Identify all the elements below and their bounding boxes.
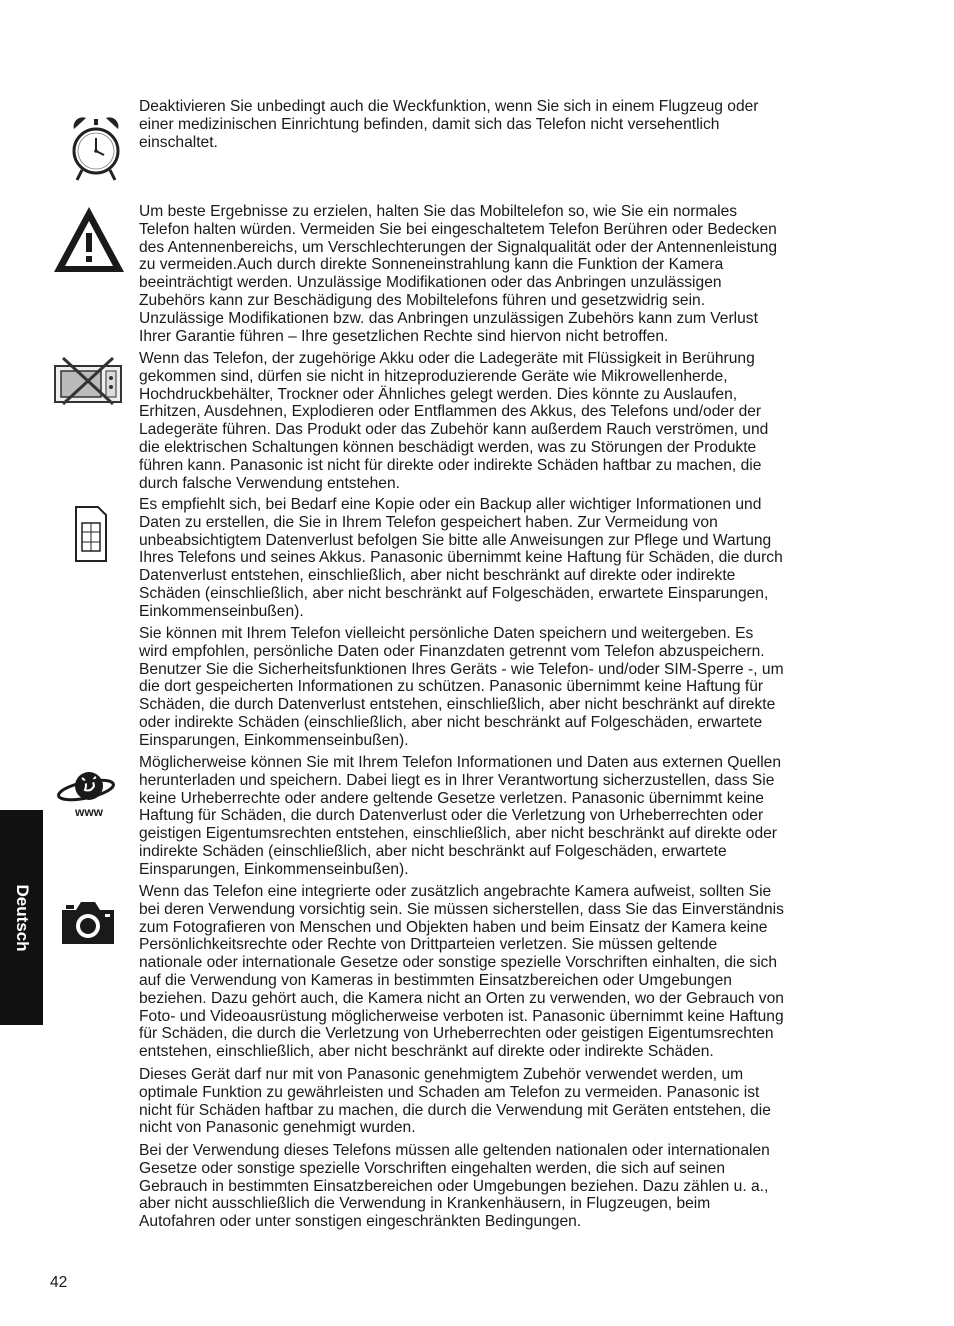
www-label: www (74, 805, 104, 819)
page-number: 42 (50, 1274, 68, 1291)
camera-icon (60, 898, 116, 946)
warning-triangle-icon (52, 205, 126, 275)
paragraph-backup: Es empfiehlt sich, bei Bedarf eine Kopie oder ein Backup aller wichtiger Informationen und Daten zu erstellen, die Sie in Ihrem Telefon gespeichert haben. Zur Vermeidung von unbeabsichtigtem Datenverlust befolgen Sie bitte alle Anweisungen zur Pflege und Wartung Ihres Telefons und seines Akkus. Panasonic übernimmt keine Haftung für Schäden, die durch Datenverlust entstehen, einschließlich, aber nicht beschränkt auf direkte oder indirekte Schäden (einschließlich, aber nicht beschränkt auf Folgeschäden, erwartete Einsparungen, Einkommenseinbußen). (139, 496, 783, 620)
language-tab-label: Deutsch (12, 883, 32, 952)
no-microwave-icon (53, 354, 123, 406)
sim-card-icon (74, 505, 108, 563)
paragraph-antenna: Um beste Ergebnisse zu erzielen, halten Sie das Mobiltelefon so, wie Sie ein normales Telefon halten würden. Vermeiden Sie bei eingeschaltetem Telefon Berühren oder Bedecken des Antennenbereichs, um Verschlechterungen der Signalqualität oder der Antennenleistung zu vermeiden.Auch durch direkte Sonneneinstrahlung kann die Funktion der Kamera beeinträchtigt werden. Unzulässige Modifikationen oder das Anbringen unzulässigen Zubehörs kann zur Beschädigung des Mobiltelefons führen und gesetzwidrig sein. Unzulässige Modifikationen bzw. das Anbringen unzulässigen Zubehörs kann zum Verlust Ihrer Garantie führen – Ihre gesetzlichen Rechte sind hiervon nicht betroffen. (139, 203, 778, 345)
alarm-clock-icon (70, 113, 122, 185)
paragraph-downloads: Möglicherweise können Sie mit Ihrem Telefon Informationen und Daten aus externen Quellen herunterladen und speichern. Dabei liegt es in Ihrer Verantwortung sicherzustellen, dass Sie keine Urheberrechte oder andere geltende Gesetze verletzen. Panasonic übernimmt keine Haftung für Schäden, die durch Datenverlust oder die Verletzung von Urheberrechten oder geistigen Eigentumsrechten entstehen, einschließlich, aber nicht beschränkt auf direkte oder indirekte Schäden (einschließlich, aber nicht beschränkt auf Folgeschäden, erwartete Einsparungen, Einkommenseinbußen). (139, 754, 782, 878)
www-globe-icon (56, 768, 116, 820)
paragraph-alarm: Deaktivieren Sie unbedingt auch die Weckfunktion, wenn Sie sich in einem Flugzeug oder einer medizinischen Einrichtung befinden, damit sich das Telefon nicht versehentlich einschaltet. (139, 98, 759, 151)
paragraph-heat-devices: Wenn das Telefon, der zugehörige Akku oder die Ladegeräte mit Flüssigkeit in Berührung gekommen sind, dürfen sie nicht in hitzeproduzierende Geräte wie Mikrowellenherde, Hochdruckbehälter, Trockner oder Ähnliches gelegt werden. Dies könnte zu Auslaufen, Erhitzen, Ausdehnen, Explodieren oder Entflammen des Akkus, des Telefons und/oder der Ladegeräte führen. Das Produkt oder das Zubehör kann außerdem Rauch verströmen, und die elektrischen Schaltungen können beschädigt werden, was zu Störungen der Produkte führen kann. Panasonic ist nicht für direkte oder indirekte Schäden haftbar zu machen, die durch falsche Verwendung entstehen. (139, 350, 769, 492)
paragraph-accessories: Dieses Gerät darf nur mit von Panasonic genehmigtem Zubehör verwendet werden, um optimale Funktion zu gewährleisten und Schaden am Telefon zu vermeiden. Panasonic ist nicht für Schäden haftbar zu machen, die durch die Verwendung mit Geräten entstehen, die nicht von Panasonic genehmigt wurden. (139, 1066, 771, 1137)
paragraph-camera: Wenn das Telefon eine integrierte oder zusätzlich angebrachte Kamera aufweist, sollten Sie bei deren Verwendung vorsichtig sein. Sie müssen sicherstellen, dass Sie das Einverständnis zum Fotografieren von Menschen und Objekten haben und beim Einsatz der Kamera keine Persönlichkeitsrechte oder Rechte von Drittparteien verletzen. Sie müssen geltende nationale oder internationale Gesetze oder sonstige spezielle Vorschriften einhalten, die sich auf die Verwendung von Kameras in bestimmten Einsatzbereichen oder Umgebungen beziehen. Dazu gehört auch, die Kamera nicht an Orten zu verwenden, wo der Gebrauch von Foto- und Videoausrüstung möglicherweise verboten ist. Panasonic übernimmt keine Haftung für Schäden, die durch die Verletzung von Urheberrechten oder geistigen Eigentumsrechten entstehen, einschließlich, aber nicht beschränkt auf direkte oder indirekte Schäden. (139, 883, 784, 1061)
language-tab (0, 810, 43, 1025)
paragraph-personal-data: Sie können mit Ihrem Telefon vielleicht persönliche Daten speichern und weitergeben. Es wird empfohlen, persönliche Daten oder Finanzdaten getrennt vom Telefon abzuspeichern. Benutzer Sie die Sicherheitsfunktionen Ihres Geräts - wie Telefon- und/oder SIM-Sperre -, um die dort gespeicherten Informationen zu schützen. Panasonic übernimmt keine Haftung für Schäden, die durch Datenverlust entstehen, einschließlich, aber nicht beschränkt auf direkte oder indirekte Schäden (einschließlich, aber nicht beschränkt auf Folgeschäden, erwartete Einsparungen, Einkommenseinbußen). (139, 625, 784, 749)
paragraph-regulations: Bei der Verwendung dieses Telefons müssen alle geltenden nationalen oder internationalen Gesetze oder sonstige spezielle Vorschriften eingehalten werden, die sich auf seinen Gebrauch in bestimmten Einsatzbereichen oder Umgebungen beziehen. Dazu zählen u. a., aber nicht ausschließlich die Verwendung in Krankenhäusern, in Flugzeugen, beim Autofahren oder unter sonstigen eingeschränkten Bedingungen. (139, 1142, 770, 1231)
